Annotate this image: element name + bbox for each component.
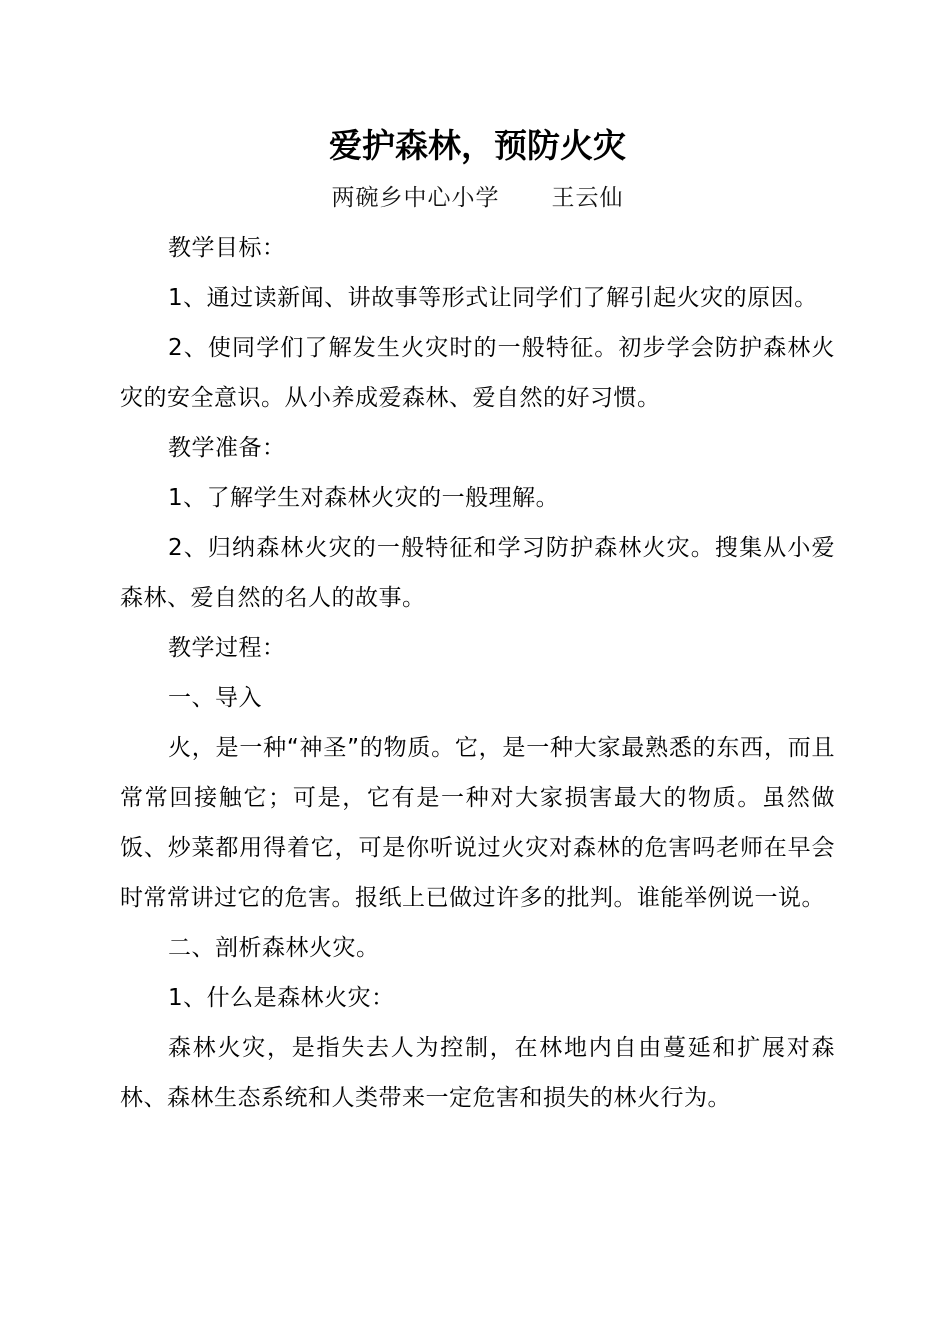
heading-teaching-process: 教学过程： [168, 635, 286, 661]
school-name: 两碗乡中心小学 [331, 185, 500, 211]
section-analysis: 二、剖析森林火灾。 [168, 935, 380, 961]
document-title: 爱护森林，预防火灾 [329, 126, 626, 165]
paragraph-goal-2: 2、使同学们了解发生火灾时的一般特征。初步学会防护森林火灾的安全意识。从小养成爱森林、爱自然的好习惯。 [120, 335, 835, 411]
paragraph-goal-1: 1、通过读新闻、讲故事等形式让同学们了解引起火灾的原因。 [168, 285, 818, 311]
author-name: 王云仙 [551, 185, 624, 211]
document-page [120, 0, 835, 1344]
paragraph-prep-2: 2、归纳森林火灾的一般特征和学习防护森林火灾。搜集从小爱森林、爱自然的名人的故事。 [120, 535, 835, 611]
heading-teaching-preparation: 教学准备： [168, 435, 286, 461]
byline [120, 178, 835, 218]
paragraph-prep-1: 1、了解学生对森林火灾的一般理解。 [168, 485, 560, 511]
document-body [120, 223, 835, 1123]
paragraph-introduction: 火，是一种“神圣”的物质。它，是一种大家最熟悉的东西，而且常常回接触它；可是，它有是一种对大家损害最大的物质。虽然做饭、炒菜都用得着它，可是你听说过火灾对森林的危害吗老师在早会时常常讲过它的危害。报纸上已做过许多的批判。谁能举例说一说。 [120, 735, 835, 911]
heading-teaching-goals: 教学目标： [168, 235, 286, 261]
section-introduction: 一、导入 [168, 685, 262, 711]
paragraph-definition: 森林火灾，是指失去人为控制，在林地内自由蔓延和扩展对森林、森林生态系统和人类带来一定危害和损失的林火行为。 [120, 1035, 835, 1111]
subheading-what-is-forest-fire: 1、什么是森林火灾： [168, 985, 395, 1011]
